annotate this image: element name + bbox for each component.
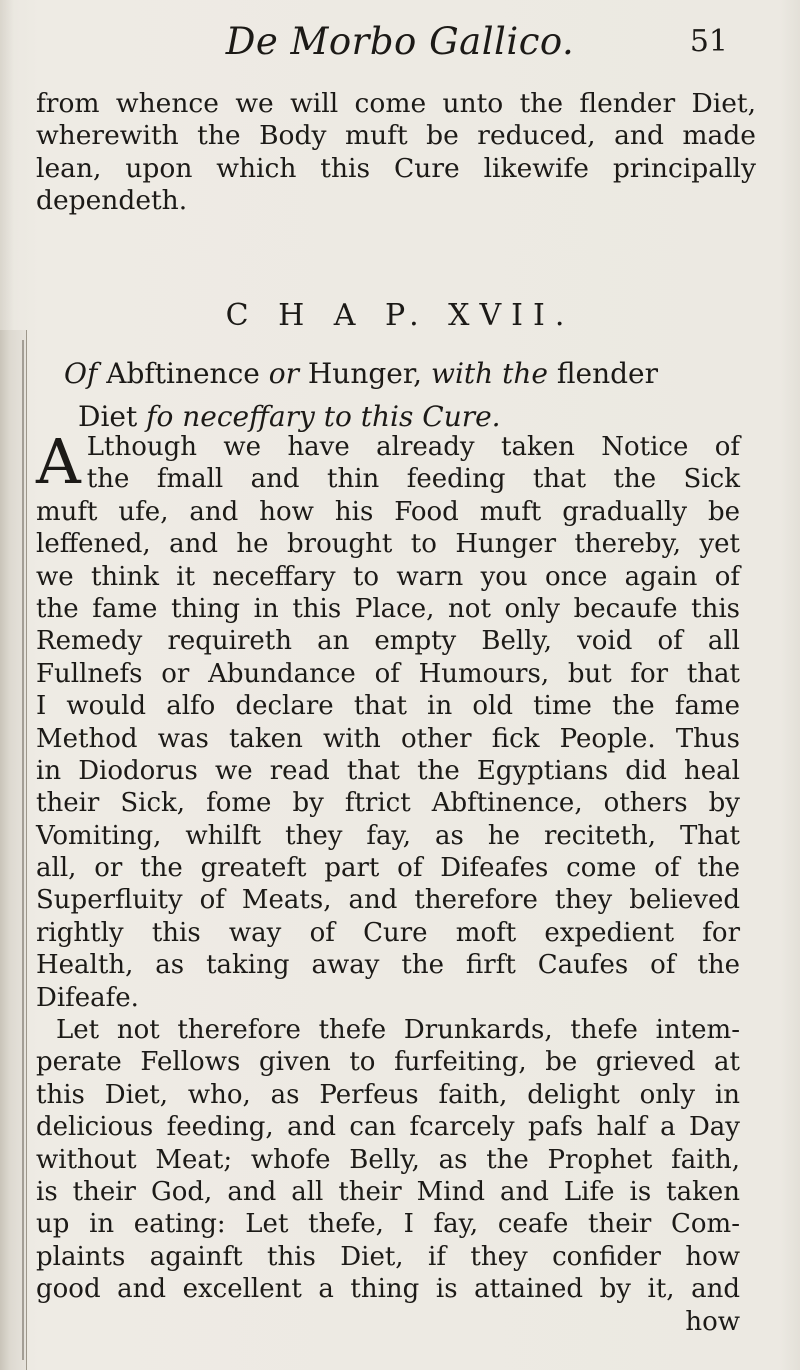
drop-cap: A — [36, 425, 81, 498]
text-line: dependeth. — [36, 185, 188, 217]
text-line: Superfluity of Meats, and therefore they believed — [36, 885, 740, 916]
text-line: in Diodorus we read that the Egyptians did heal — [36, 755, 740, 786]
binding-edge — [22, 340, 24, 1360]
opening-paragraph — [36, 88, 756, 218]
running-head — [0, 14, 800, 70]
chapter-body — [36, 425, 740, 1338]
text-line: from whence we will come unto the flender Diet, — [36, 88, 756, 119]
text-line: without Meat; whofe Belly, as the Prophet faith, — [36, 1144, 740, 1175]
catchword: how — [685, 1306, 740, 1337]
text-line: good and excellent a thing is attained by it, and — [36, 1274, 740, 1305]
text-line: all, or the greateft part of Difeafes come of the — [36, 853, 740, 884]
text-line: plaints againft this Diet, if they confider how — [36, 1241, 740, 1272]
chapter-title-line-1: Of Abftinence or Hunger, with the flender — [64, 357, 659, 390]
text-line: delicious feeding, and can fcarcely pafs half a Day — [36, 1112, 740, 1143]
page-number: 51 — [689, 24, 728, 59]
chapter-title-line-2: Diet fo neceffary to this Cure. — [78, 400, 501, 433]
text-line: up in eating: Let thefe, I fay, ceafe their Com- — [36, 1209, 740, 1240]
chapter-heading: C H A P. XVII. — [225, 298, 575, 333]
text-line: I would alfo declare that in old time the fame — [36, 691, 740, 722]
text-line: lean, upon which this Cure likewife principally — [36, 152, 756, 184]
text-line: Fullnefs or Abundance of Humours, but for that — [36, 658, 740, 689]
text-line: muft ufe, and how his Food muft gradually be — [36, 496, 740, 527]
text-line: leffened, and he brought to Hunger thereby, yet — [36, 529, 740, 560]
text-line: this Diet, who, as Perfeus faith, delight only in — [36, 1079, 740, 1110]
text-line: their Sick, fome by ftrict Abftinence, others by — [36, 788, 740, 819]
text-line: Health, as taking away the firft Caufes of the — [36, 950, 740, 981]
text-line: is their God, and all their Mind and Life is taken — [36, 1176, 740, 1207]
text-line: we think it neceffary to warn you once again of — [36, 561, 740, 592]
text-line: the fame thing in this Place, not only becaufe this — [36, 593, 740, 624]
chapter-title — [64, 352, 704, 438]
text-line: perate Fellows given to furfeiting, be grieved at — [36, 1047, 740, 1078]
text-line: rightly this way of Cure moft expedient for — [36, 917, 740, 948]
text-line: the fmall and thin feeding that the Sick — [86, 464, 740, 495]
running-title: De Morbo Gallico. — [225, 20, 575, 63]
text-line: Difeafe. — [36, 982, 139, 1013]
text-line: Remedy requireth an empty Belly, void of all — [36, 626, 740, 657]
text-line: Method was taken with other fick People. Thus — [36, 723, 740, 754]
text-line: wherewith the Body muft be reduced, and made — [36, 120, 756, 152]
text-line: Lthough we have already taken Notice of — [86, 432, 740, 462]
text-line: Vomiting, whilft they fay, as he reciteth, That — [36, 820, 740, 851]
text-line: Let not therefore thefe Drunkards, thefe intem- — [56, 1015, 740, 1046]
